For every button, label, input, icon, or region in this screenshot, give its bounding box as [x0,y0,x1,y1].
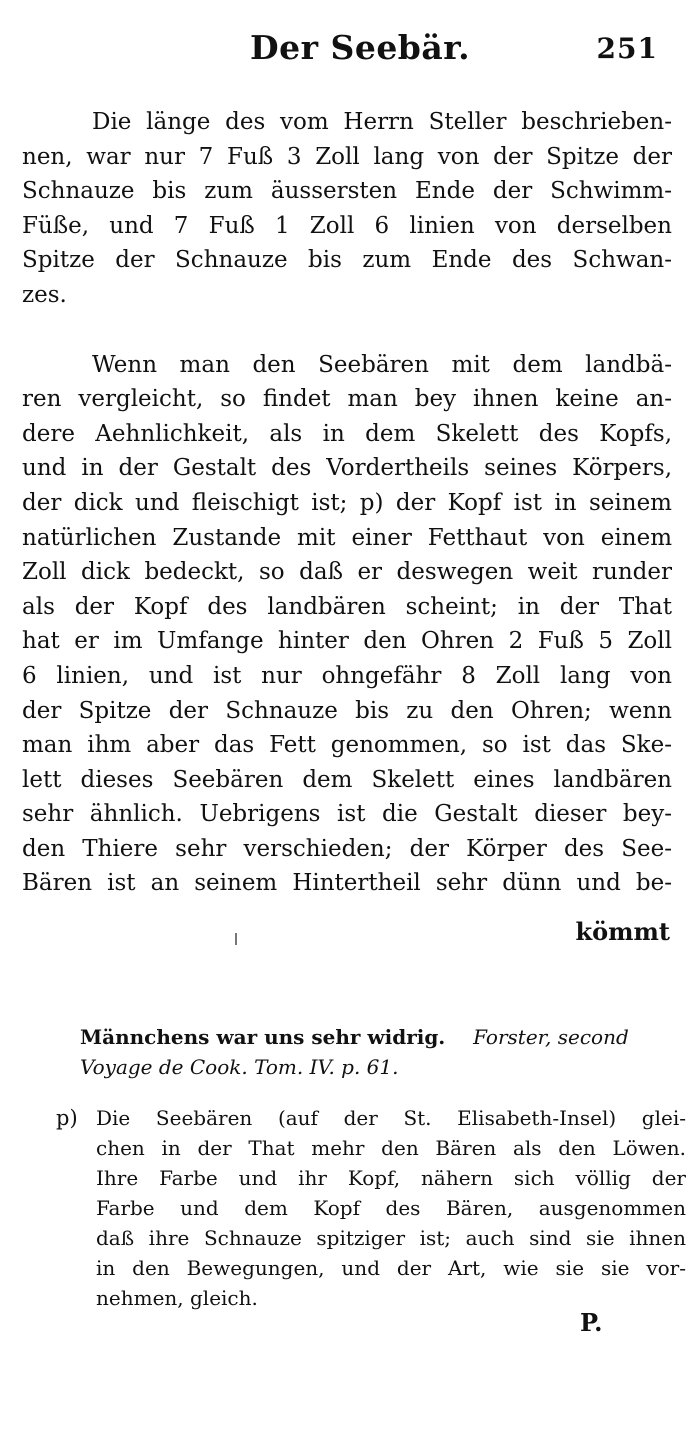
text-line: der dick und fleischigt ist; p) der Kopf ist in seinem [22,489,672,516]
footnote-line: chen in der That mehr den Bären als den Löwen. [96,1136,686,1160]
footnote-p [56,1103,686,1313]
footnote-line: Die Seebären (auf der St. Elisabeth-Insel) glei- [96,1106,686,1130]
text-line: und in der Gestalt des Vordertheils seines Körpers, [22,455,672,482]
running-title: Der Seebär. [250,28,471,67]
footnote-line: Farbe und dem Kopf des Bären, ausgenommen [96,1196,686,1220]
footnote-line: in den Bewegungen, und der Art, wie sie sie vor- [96,1256,686,1280]
text-line: Bären ist an seinem Hintertheil sehr dünn und be- [22,870,672,897]
footnote-quote-end: Männchens war uns sehr widrig. [80,1025,446,1049]
footnote-line: Voyage de Cook. Tom. IV. p. 61. [80,1055,399,1079]
text-line: Schnauze bis zum äussersten Ende der Schwimm- [22,178,672,205]
text-line: Spitze der Schnauze bis zum Ende des Schwan- [22,247,672,274]
footnote-line: Ihre Farbe und ihr Kopf, nähern sich völlig der [96,1166,686,1190]
catchword: kömmt [575,917,670,946]
text-line: 6 linien, und ist nur ohngefähr 8 Zoll lang von [22,662,672,689]
text-line: Die länge des vom Herrn Steller beschrieben- [92,109,672,135]
running-head [0,24,700,74]
text-line: man ihm aber das Fett genommen, so ist das Ske- [22,732,672,759]
paragraph-2 [22,348,672,902]
text-line: lett dieses Seebären dem Skelett eines landbären [22,766,672,793]
text-line: nen, war nur 7 Fuß 3 Zoll lang von der Spitze der [22,143,672,170]
text-line: Zoll dick bedeckt, so daß er deswegen weit runder [22,559,672,586]
footnote-body [96,1103,686,1313]
main-text [22,105,672,901]
footnote-line: nehmen, gleich. [96,1286,258,1310]
text-line: den Thiere sehr verschieden; der Körper des See- [22,835,672,862]
text-line: Füße, und 7 Fuß 1 Zoll 6 linien von derselben [22,212,672,239]
footnote-citation: Forster, second [473,1025,629,1049]
stray-ink-mark [235,933,237,945]
text-line: Wenn man den Seebären mit dem landbä- [92,351,672,378]
text-line: als der Kopf des landbären scheint; in der That [22,593,672,620]
footnote-line [80,1022,680,1052]
text-line: ren vergleicht, so findet man bey ihnen keine an- [22,386,672,413]
text-line: sehr ähnlich. Uebrigens ist die Gestalt dieser bey- [22,801,672,828]
text-line: natürlichen Zustande mit einer Fetthaut von einem [22,524,672,551]
text-line: der Spitze der Schnauze bis zu den Ohren; wenn [22,697,672,724]
text-line: zes. [22,281,67,308]
footnote-marker: p) [56,1106,78,1130]
text-line: hat er im Umfange hinter den Ohren 2 Fuß 5 Zoll [22,628,672,655]
text-line: dere Aehnlichkeit, als in dem Skelett des Kopfs, [22,420,672,447]
footnote-continuation [80,1022,680,1082]
paragraph-1 [22,105,672,313]
signature-mark: P. [580,1308,603,1337]
footnote-line: daß ihre Schnauze spitziger ist; auch sind sie ihnen [96,1226,686,1250]
page-number: 251 [596,32,658,65]
